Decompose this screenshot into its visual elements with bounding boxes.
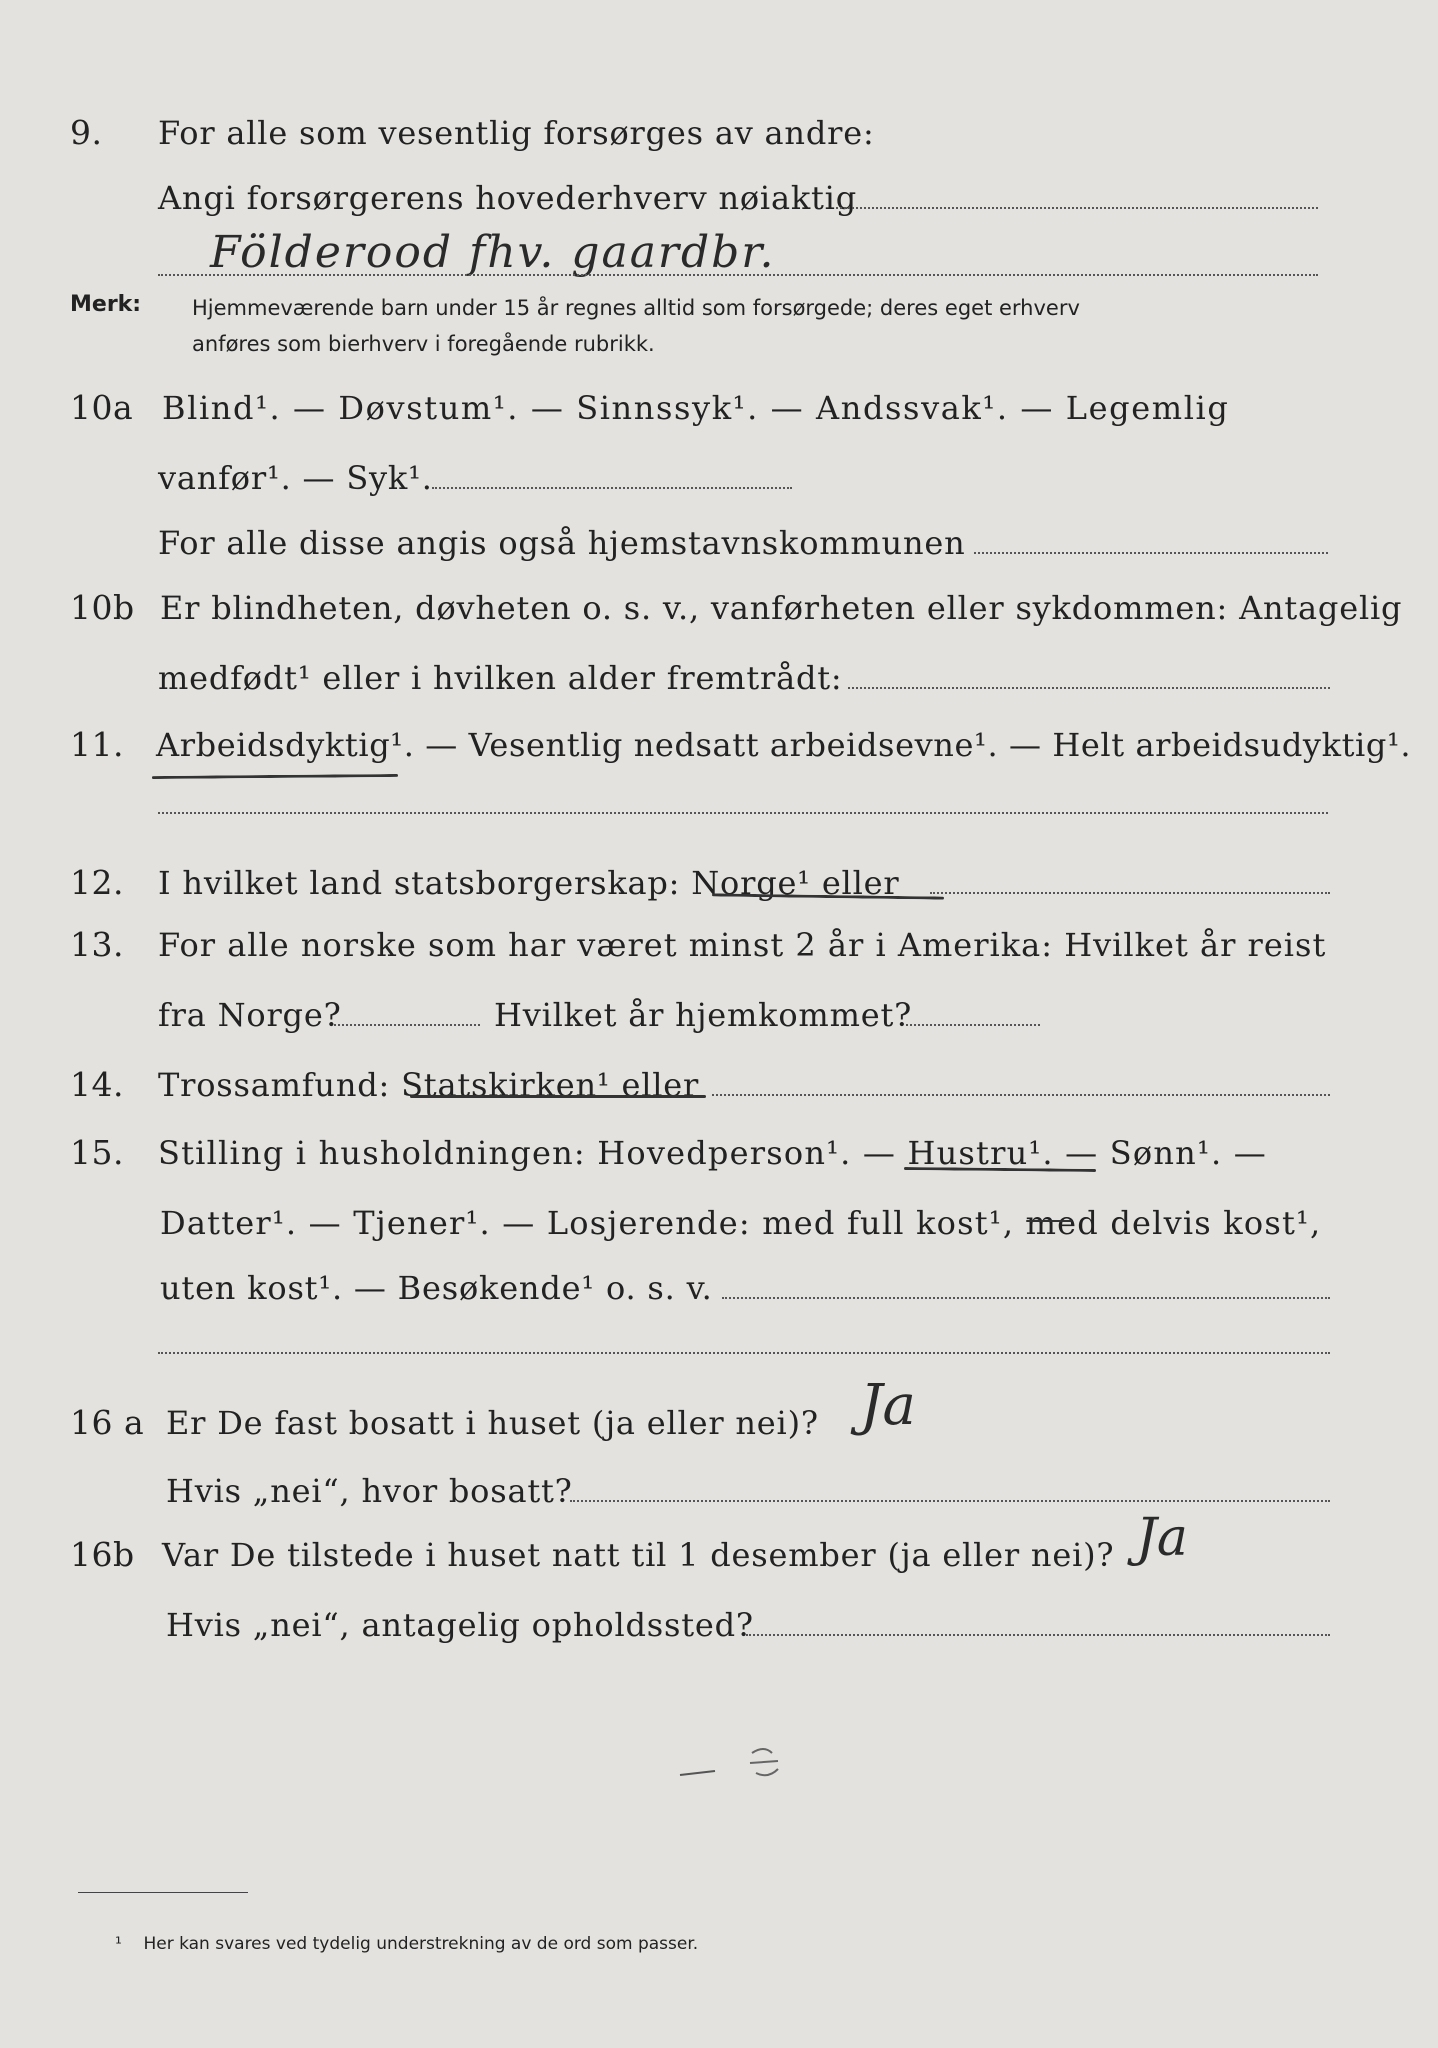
q10b-answer-line[interactable] bbox=[848, 687, 1330, 689]
q16a-question: Er De fast bosatt i huset (ja eller nei)? bbox=[166, 1404, 819, 1442]
q16a-number: 16 a bbox=[70, 1403, 145, 1442]
q13-hjemkommet-line[interactable] bbox=[906, 1024, 1040, 1026]
footnote-marker: ¹ bbox=[115, 1934, 122, 1954]
q13-row-2 bbox=[0, 982, 1438, 1042]
q16a-subquestion: Hvis „nei“, hvor bosatt? bbox=[166, 1472, 573, 1510]
q15-options-3: uten kost¹. — Besøkende¹ o. s. v. bbox=[160, 1269, 713, 1307]
q9-row-3 bbox=[0, 222, 1438, 282]
q15-row-3 bbox=[0, 1255, 1438, 1315]
merk-note-line-2: anføres som bierhverv i foregående rubrikk. bbox=[192, 332, 655, 356]
q16a-row bbox=[0, 1373, 1438, 1450]
q10b-question-2: medfødt¹ eller i hvilken alder fremtrådt: bbox=[158, 659, 843, 697]
q10a-hjemstavn: For alle disse angis også hjemstavnskommunen bbox=[158, 524, 966, 562]
q9-row bbox=[0, 100, 1438, 160]
q16b-row bbox=[0, 1508, 1438, 1582]
q12-row bbox=[0, 850, 1438, 910]
q16a-handwritten-answer: Ja bbox=[860, 1373, 916, 1438]
q10a-row-2 bbox=[0, 445, 1438, 505]
q9-row-2 bbox=[0, 165, 1438, 225]
q10b-number: 10b bbox=[70, 588, 135, 627]
q16a-answer-line[interactable] bbox=[570, 1500, 1330, 1502]
q10a-number: 10a bbox=[70, 388, 134, 427]
q14-question: Trossamfund: Statskirken¹ eller bbox=[158, 1066, 700, 1104]
q12-number: 12. bbox=[70, 863, 124, 902]
q14-answer-line[interactable] bbox=[712, 1094, 1330, 1096]
q14-underline-mark bbox=[410, 1095, 706, 1098]
merk-note bbox=[192, 290, 1342, 362]
q13-number: 13. bbox=[70, 925, 124, 964]
q10a-hjemstavn-line[interactable] bbox=[974, 552, 1328, 554]
q13-reist-line[interactable] bbox=[334, 1024, 480, 1026]
q15-number: 15. bbox=[70, 1133, 124, 1172]
q9-answer-line[interactable] bbox=[836, 207, 1318, 209]
q14-row bbox=[0, 1052, 1438, 1112]
q11-row-2 bbox=[0, 770, 1438, 830]
q15-row bbox=[0, 1120, 1438, 1180]
q10a-options-2: vanfør¹. — Syk¹. bbox=[158, 459, 433, 497]
q15-answer-line[interactable] bbox=[722, 1297, 1330, 1299]
q15-answer-line-2[interactable] bbox=[158, 1352, 1330, 1354]
q9-number: 9. bbox=[70, 113, 103, 152]
q13-question: For alle norske som har været minst 2 år i Amerika: Hvilket år reist bbox=[158, 926, 1327, 964]
q15-options: Stilling i husholdningen: Hovedperson¹. — Hustru¹. — Sønn¹. — bbox=[158, 1134, 1267, 1172]
footnote-rule bbox=[78, 1892, 248, 1893]
ink-smudge-icon bbox=[660, 1735, 810, 1785]
q10b-question: Er blindheten, døvheten o. s. v., vanførheten eller sykdommen: Antagelig bbox=[160, 589, 1403, 627]
q9-handwritten-answer: Földerood fhv. gaardbr. bbox=[210, 227, 776, 278]
q16b-handwritten-answer: Ja bbox=[1136, 1508, 1188, 1568]
q16a-row-2 bbox=[0, 1458, 1438, 1518]
q12-question: I hvilket land statsborgerskap: Norge¹ eller bbox=[158, 864, 900, 902]
q14-number: 14. bbox=[70, 1065, 124, 1104]
merk-label: Merk: bbox=[70, 292, 142, 317]
merk-note-line-1: Hjemmeværende barn under 15 år regnes alltid som forsørgede; deres eget erhverv bbox=[192, 296, 1080, 320]
q16b-number: 16b bbox=[70, 1535, 135, 1574]
q11-options: Arbeidsdyktig¹. — Vesentlig nedsatt arbeidsevne¹. — Helt arbeidsudyktig¹. bbox=[156, 726, 1412, 764]
q10b-row-2 bbox=[0, 645, 1438, 705]
q13-row bbox=[0, 912, 1438, 972]
q9-answer-line-2[interactable] bbox=[158, 274, 1318, 276]
footnote bbox=[115, 1934, 698, 1954]
q16b-subquestion: Hvis „nei“, antagelig opholdssted? bbox=[166, 1606, 754, 1644]
q10a-syk-line[interactable] bbox=[432, 487, 792, 489]
q9-subquestion: Angi forsørgerens hovederhverv nøiaktig bbox=[158, 179, 857, 217]
q16b-question: Var De tilstede i huset natt til 1 desember (ja eller nei)? bbox=[162, 1536, 1115, 1574]
q10a-row-3 bbox=[0, 510, 1438, 570]
q11-number: 11. bbox=[70, 725, 124, 764]
q15-row-2 bbox=[0, 1190, 1438, 1250]
footnote-text: Her kan svares ved tydelig understrekning av de ord som passer. bbox=[143, 1934, 699, 1954]
q9-question: For alle som vesentlig forsørges av andre: bbox=[158, 114, 875, 152]
q10a-row bbox=[0, 375, 1438, 435]
q15-options-2: Datter¹. — Tjener¹. — Losjerende: med full kost¹, med delvis kost¹, bbox=[160, 1204, 1322, 1242]
q15-strike-mark bbox=[1026, 1220, 1072, 1222]
q13-reist-label: fra Norge? bbox=[158, 996, 342, 1034]
q11-answer-line[interactable] bbox=[158, 812, 1328, 814]
q15-row-4 bbox=[0, 1310, 1438, 1370]
q13-hjemkommet-label: Hvilket år hjemkommet? bbox=[494, 996, 913, 1034]
q12-answer-line[interactable] bbox=[930, 892, 1330, 894]
q16b-row-2 bbox=[0, 1592, 1438, 1652]
q10b-row bbox=[0, 575, 1438, 635]
q11-row bbox=[0, 712, 1438, 772]
q10a-options: Blind¹. — Døvstum¹. — Sinnssyk¹. — Andssvak¹. — Legemlig bbox=[162, 389, 1230, 427]
q16b-answer-line[interactable] bbox=[746, 1634, 1330, 1636]
